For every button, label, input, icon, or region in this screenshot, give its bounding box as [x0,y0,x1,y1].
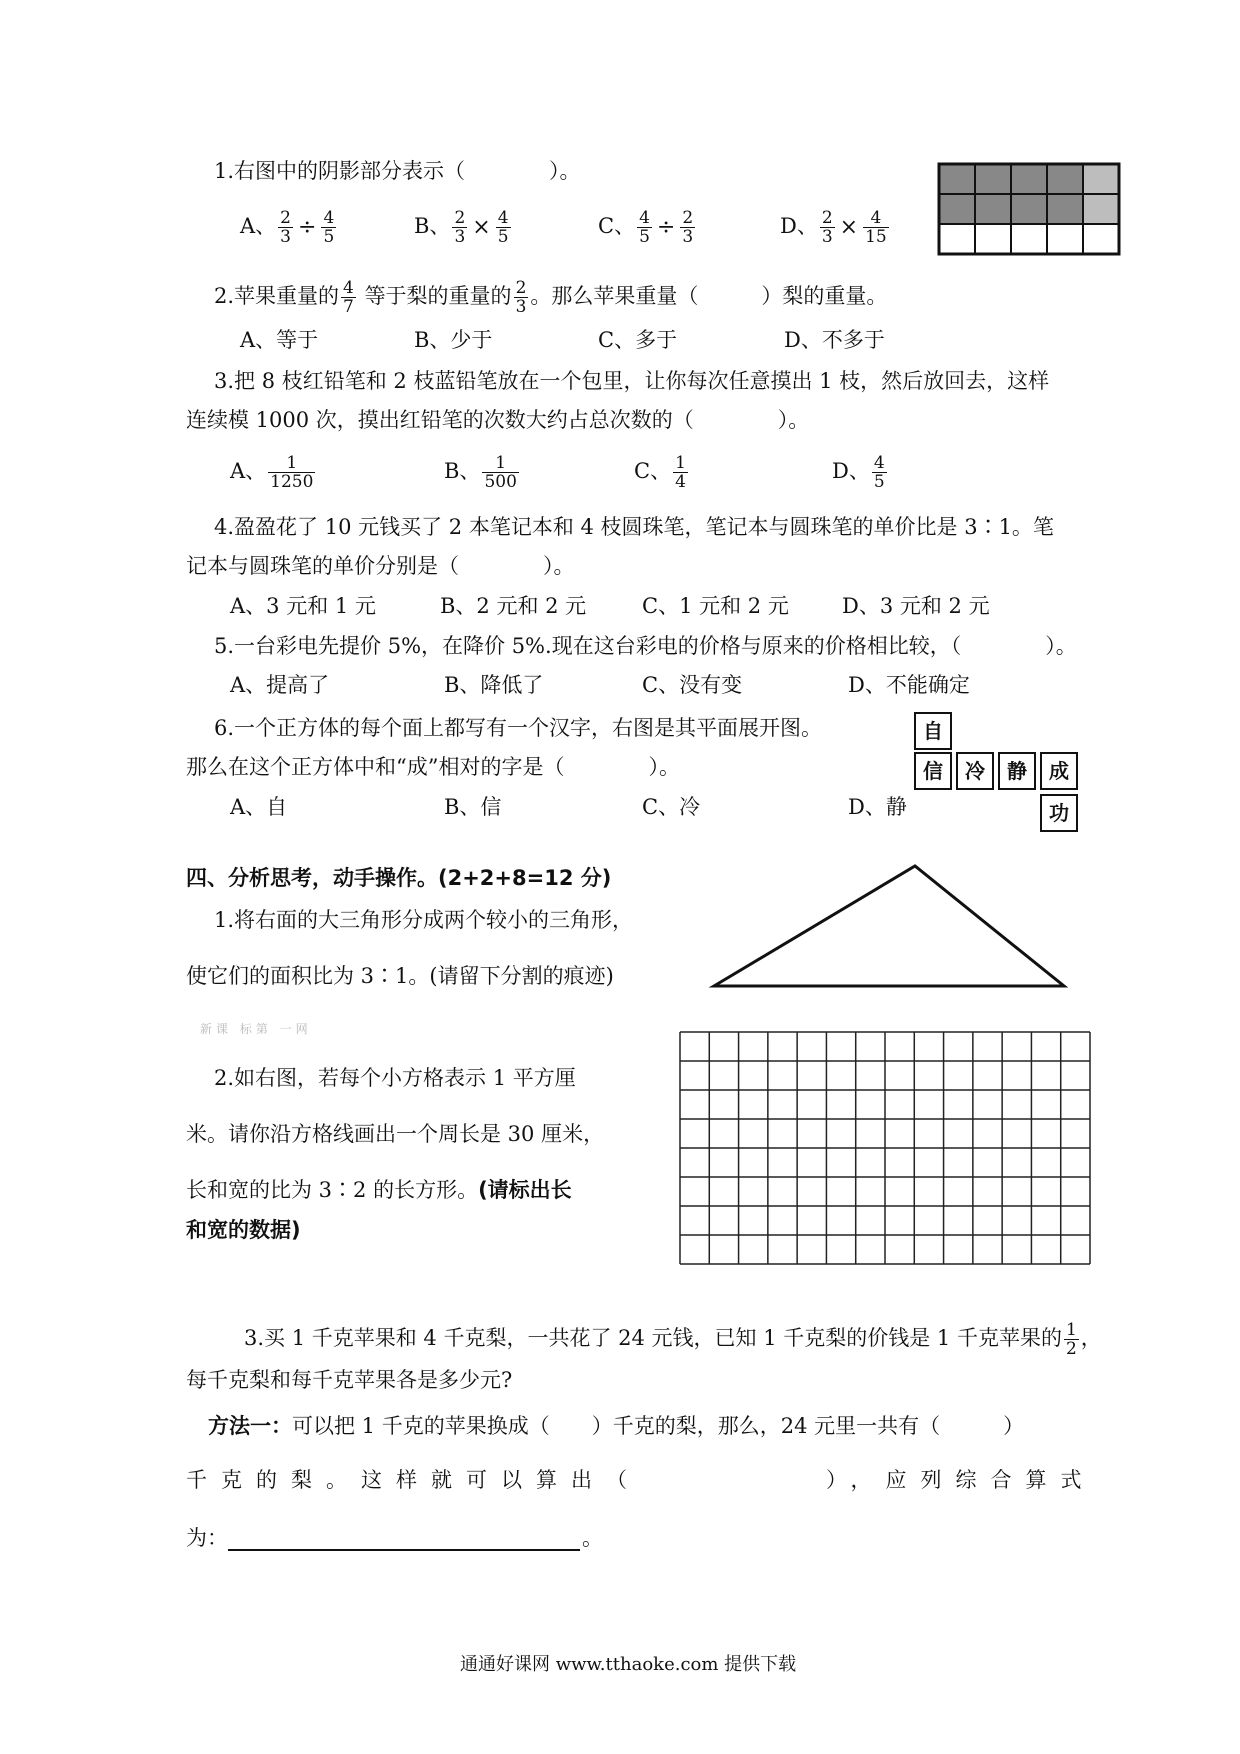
q3-option-b [444,448,521,494]
q3-option-d-fraction [872,454,887,491]
q3-option-a-fraction-numerator: 1 [268,454,315,473]
q5-option-c: C、没有变 [642,673,743,697]
answer-blank-line[interactable] [228,1549,580,1551]
q3-option-c-fraction-denominator: 4 [675,472,686,492]
figure-cell [1083,164,1119,194]
p1-line2: 使它们的面积比为 3∶1。(请留下分割的痕迹) [186,964,614,988]
q1-option-d-fraction-1 [820,209,835,246]
p2-line3 [186,1176,572,1204]
figure-cell [939,224,975,254]
q4-option-d: D、3 元和 2 元 [842,594,990,618]
p2-line3-plain: 长和宽的比为 3∶2 的长方形。 [186,1178,479,1202]
net-face-top: 自 [914,712,952,750]
q3-option-b-fraction-denominator: 500 [484,472,517,492]
p2-line1: 2.如右图，若每个小方格表示 1 平方厘 [214,1066,576,1090]
q1-option-a-fraction-2 [321,209,336,246]
q1-option-b-fraction-2 [496,209,511,246]
option-label: D、 [832,459,870,483]
q2-stem [214,271,887,321]
figure-cell [1083,224,1119,254]
q1-option-b [414,203,513,251]
q4-line2: 记本与圆珠笔的单价分别是（ ）。 [186,554,575,578]
q1-option-d-fraction-2-denominator: 15 [865,227,887,247]
net-face-2: 冷 [956,752,994,790]
figure-cell [1083,194,1119,224]
option-label: A、 [230,459,267,483]
q1-option-c-fraction-2-numerator: 2 [682,208,694,228]
q5-option-a: A、提高了 [230,673,330,697]
q5-option-d: D、不能确定 [848,673,970,697]
q1-option-a-fraction-1-denominator: 3 [280,227,291,247]
q1-option-d-fraction-1-numerator: 2 [821,208,833,228]
q1-option-c-fraction-1-denominator: 5 [639,227,650,247]
q4-option-b: B、2 元和 2 元 [440,594,587,618]
p2-line2: 米。请你沿方格线画出一个周长是 30 厘米， [186,1122,605,1146]
q3-option-d-fraction-denominator: 5 [873,472,885,492]
figure-cell [975,224,1011,254]
q1-option-a [240,203,338,251]
q3-option-b-fraction-numerator: 1 [482,454,518,473]
q2-stem-part3: 。那么苹果重量（ ）梨的重量。 [530,284,888,308]
q3-line2: 连续模 1000 次，摸出红铅笔的次数大约占总次数的（ ）。 [186,408,810,432]
p3-line1 [244,1316,1102,1360]
q2-option-b: B、少于 [414,328,493,352]
q4-line1: 4.盈盈花了 10 元钱买了 2 本笔记本和 4 枝圆珠笔，笔记本与圆珠笔的单价比是 3∶1。笔 [214,515,1054,539]
q2-stem-part2: 等于梨的重量的 [364,284,512,308]
q1-shaded-grid-figure [938,163,1120,257]
figure-cell [1011,194,1047,224]
q1-option-b-fraction-1-denominator: 3 [454,227,466,247]
figure-cell [1047,224,1083,254]
option-label: B、 [414,214,451,238]
option-label: B、 [444,459,481,483]
net-face-bottom: 功 [1040,794,1078,832]
operator: ÷ [298,214,317,240]
q5-option-b: B、降低了 [444,673,544,697]
q4-option-a: A、3 元和 1 元 [230,594,376,618]
figure-cell [975,164,1011,194]
p3-method1-line1 [208,1412,1024,1440]
q1-option-c-fraction-1-numerator: 4 [639,208,650,228]
q6-line2: 那么在这个正方体中和“成”相对的字是（ ）。 [186,755,680,779]
q1-option-a-fraction-1 [278,209,293,246]
q2-fraction-1: $\frac{4}{7}$ [343,278,354,317]
q5-line1: 5.一台彩电先提价 5%，在降价 5%.现在这台彩电的价格与原来的价格相比较，（ ）。 [214,634,1077,658]
q3-option-a-fraction [268,454,315,491]
q6-option-a: A、自 [230,795,288,819]
p3-method1-line3: 为： [186,1526,228,1550]
q1-option-d-fraction-2-numerator: 4 [863,209,889,228]
q1-option-d-fraction-2 [863,209,889,246]
net-face-1: 信 [914,752,952,790]
option-label: C、 [598,214,636,238]
q6-option-c: C、冷 [642,795,701,819]
p3-method1-line2: 千克的梨。这样就可以算出（ [186,1468,641,1492]
q6-line1: 6.一个正方体的每个面上都写有一个汉字，右图是其平面展开图。 [214,716,823,740]
q1-option-b-fraction-1 [452,209,467,246]
net-face-3: 静 [998,752,1036,790]
p3-method1-text: 可以把 1 千克的苹果换成（ ）千克的梨，那么，24 元里一共有（ ） [292,1414,1025,1438]
q1-option-c [598,203,697,251]
p3-method1-label: 方法一： [208,1414,292,1438]
net-face-4: 成 [1040,752,1078,790]
q1-option-d [780,203,891,251]
q3-option-c-fraction-numerator: 1 [675,453,686,473]
q1-option-b-fraction-1-numerator: 2 [454,208,466,228]
q3-option-c-fraction [673,454,688,491]
figure-cell [939,194,975,224]
operator: × [839,214,859,240]
p3-method1-line2-mid: ），应列综合算式 [826,1468,1096,1492]
q2-fraction-2: $\frac{2}{3}$ [515,278,527,317]
q3-option-d [832,448,889,494]
q1-option-b-fraction-2-numerator: 4 [497,208,509,228]
figure-cell [1047,164,1083,194]
figure-cell [975,194,1011,224]
footer-source: 通通好课网 www.tthaoke.com 提供下载 [460,1654,797,1675]
p3-line2: 每千克梨和每千克苹果各是多少元? [186,1368,513,1392]
q6-option-b: B、信 [444,795,502,819]
watermark: 新课 标第 一网 [200,1022,312,1036]
q4-option-c: C、1 元和 2 元 [642,594,789,618]
q3-option-b-fraction [482,454,518,491]
q1-option-d-fraction-1-denominator: 3 [821,227,833,247]
option-label: A、 [240,214,277,238]
large-triangle-figure [710,862,1070,992]
p3-fraction: $\frac{1}{2}$ [1065,1320,1077,1359]
q3-option-d-fraction-numerator: 4 [873,453,885,473]
q1-option-c-fraction-2-denominator: 3 [682,227,694,247]
q2-option-a: A、等于 [240,328,319,352]
operator: × [472,214,491,240]
q6-option-d: D、静 [848,795,907,819]
q1-option-a-fraction-2-numerator: 4 [323,208,335,228]
square-grid-figure[interactable] [678,1030,1092,1266]
option-label: C、 [634,459,672,483]
q1-option-b-fraction-2-denominator: 5 [497,227,509,247]
q2-stem-part1: 2.苹果重量的 [214,284,340,308]
q1-option-c-fraction-2 [680,209,695,246]
q1-option-c-fraction-1 [637,209,652,246]
q1-option-a-fraction-2-denominator: 5 [323,227,335,247]
q3-option-a-fraction-denominator: 1250 [270,472,314,492]
q1-stem: 1.右图中的阴影部分表示（ ）。 [214,159,581,183]
p3-line1-end: ， [1080,1326,1102,1350]
p3-line1-text: 3.买 1 千克苹果和 4 千克梨，一共花了 24 元钱，已知 1 千克梨的价钱是 1 千克苹果的 [244,1326,1062,1350]
q3-line1: 3.把 8 枝红铅笔和 2 枝蓝铅笔放在一个包里，让你每次任意摸出 1 枝，然后放回去，这样 [214,369,1050,393]
p1-line1: 1.将右面的大三角形分成两个较小的三角形， [214,908,634,932]
q2-option-d: D、不多于 [784,328,885,352]
operator: ÷ [656,214,676,240]
q3-option-c [634,448,690,494]
section-4-heading: 四、分析思考，动手操作。(2+2+8=12 分) [186,866,612,890]
q2-option-c: C、多于 [598,328,678,352]
p2-line3-bold: (请标出长 [478,1178,572,1202]
figure-cell [1011,164,1047,194]
q3-option-a [230,448,317,494]
p2-line4: 和宽的数据) [186,1218,301,1242]
figure-cell [939,164,975,194]
option-label: D、 [780,214,818,238]
q1-option-a-fraction-1-numerator: 2 [280,208,291,228]
figure-cell [1011,224,1047,254]
figure-cell [1047,194,1083,224]
p3-method1-line3-end: 。 [582,1526,603,1550]
